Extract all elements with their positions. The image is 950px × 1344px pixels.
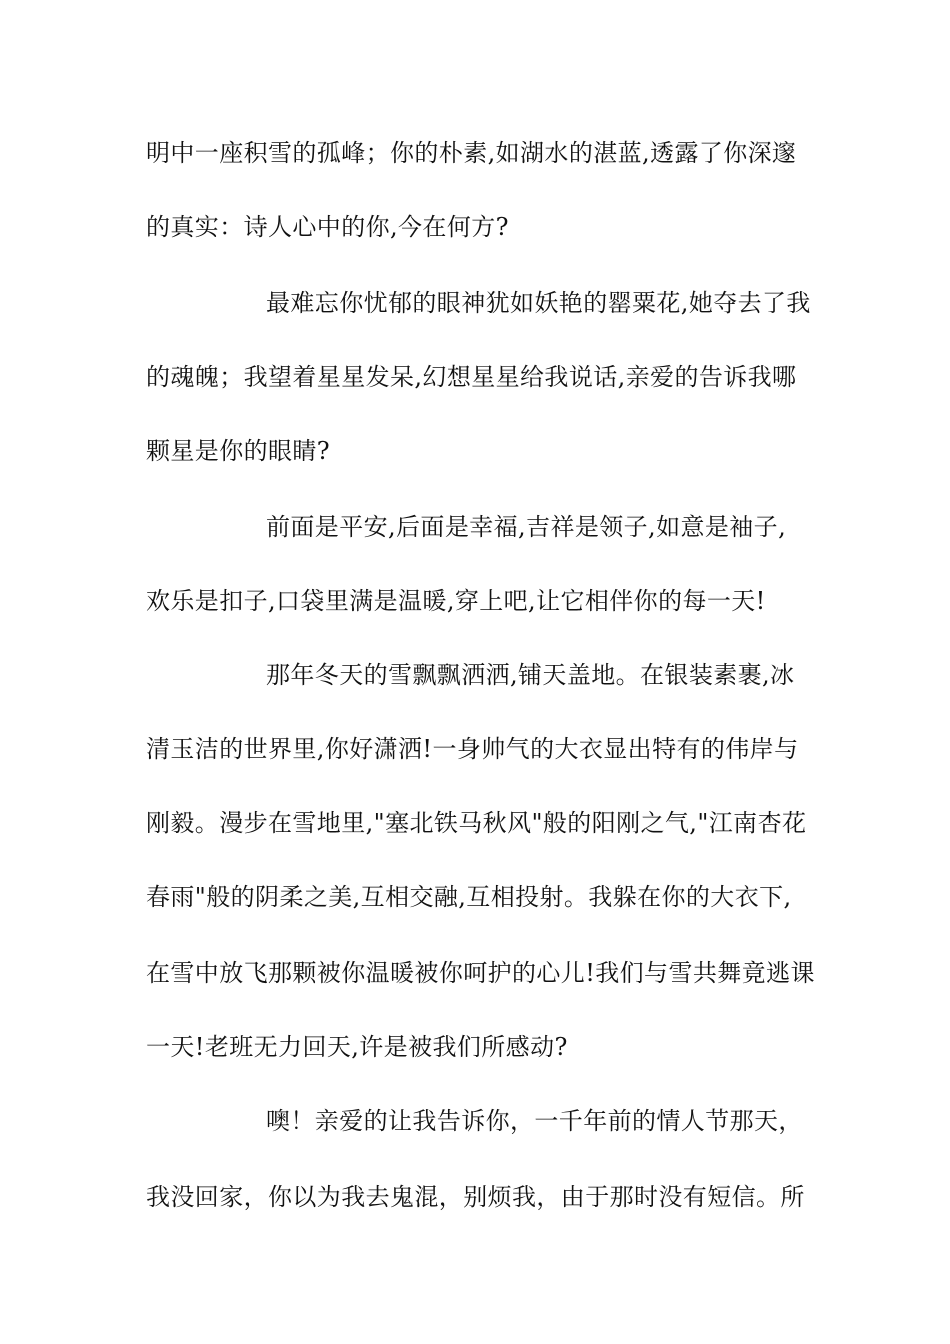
text-line: 的魂魄；我望着星星发呆,幻想星星给我说话,亲爱的告诉我哪 [146,363,797,391]
paragraph-start-line: 噢！亲爱的让我告诉你，一千年前的情人节那天， [266,1107,803,1135]
text-line: 我没回家，你以为我去鬼混，别烦我，由于那时没有短信。所 [146,1183,805,1211]
text-line: 一天!老班无力回天,许是被我们所感动? [146,1033,568,1061]
paragraph-start-line: 最难忘你忧郁的眼神犹如妖艳的罂粟花,她夺去了我 [266,289,811,317]
text-line: 颗星是你的眼睛? [146,437,331,465]
text-line: 在雪中放飞那颗被你温暖被你呵护的心儿!我们与雪共舞竟逃课 [146,959,815,987]
paragraph-start-line: 那年冬天的雪飘飘洒洒,铺天盖地。在银装素裹,冰 [266,661,795,689]
text-line: 欢乐是扣子,口袋里满是温暖,穿上吧,让它相伴你的每一天! [146,587,766,615]
paragraph-start-line: 前面是平安,后面是幸福,吉祥是领子,如意是袖子, [266,513,787,541]
text-line: 春雨"般的阴柔之美,互相交融,互相投射。我躲在你的大衣下, [146,883,792,911]
text-line: 清玉洁的世界里,你好潇洒!一身帅气的大衣显出特有的伟岸与 [146,735,799,763]
text-line: 刚毅。漫步在雪地里,"塞北铁马秋风"般的阳刚之气,"江南杏花 [146,809,807,837]
text-line: 明中一座积雪的孤峰；你的朴素,如湖水的湛蓝,透露了你深邃 [146,139,797,167]
text-line: 的真实：诗人心中的你,今在何方? [146,213,509,241]
